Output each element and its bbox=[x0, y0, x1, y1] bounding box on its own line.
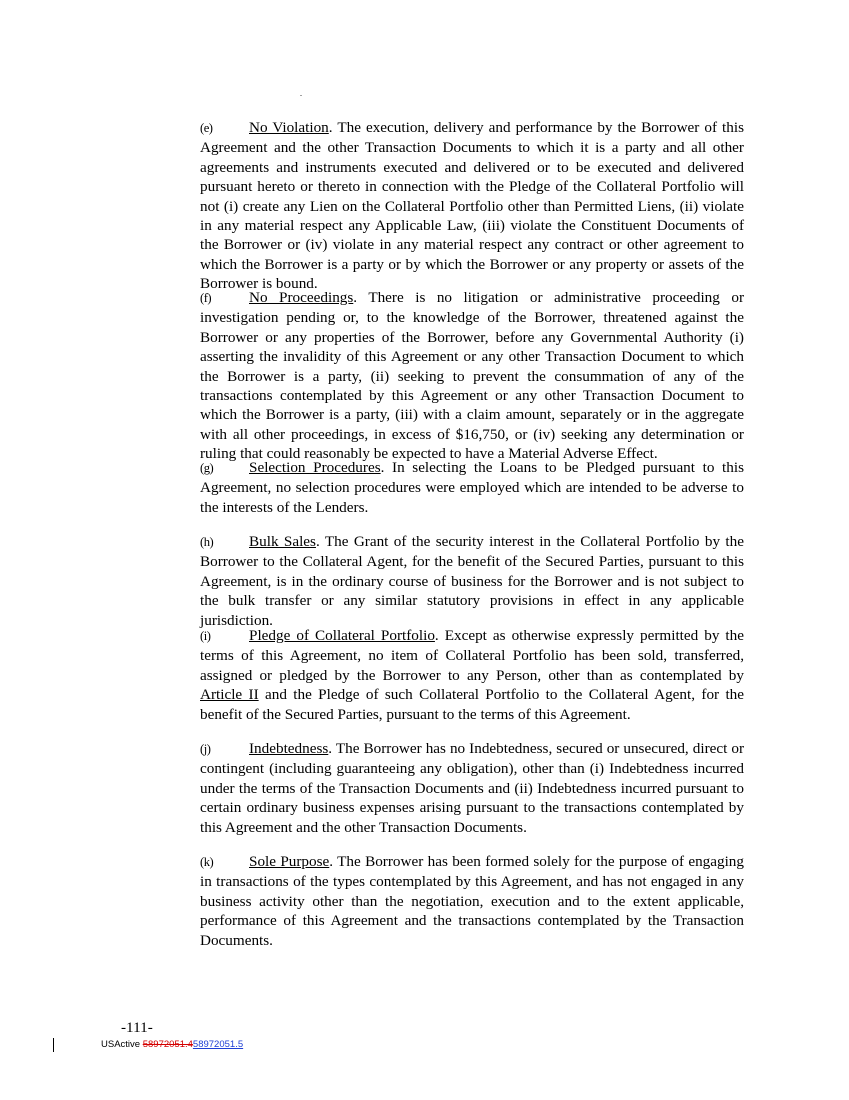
document-id-inserted: 58972051.5 bbox=[192, 1039, 244, 1050]
document-id bbox=[101, 1039, 243, 1050]
clause-number: (f) bbox=[200, 291, 212, 305]
clause-text: . The Borrower has been formed solely for the purpose of engaging in transactions of the types contemplated by this Agreement, and has not engaged in any business activity other than the negotiation, execution and to the extent applicable, performance of this Agreement and the transactions contemplated by the Transaction Documents. bbox=[200, 853, 744, 949]
paragraph-sole-purpose bbox=[101, 852, 744, 950]
document-id-deleted: 58972051.4 bbox=[142, 1039, 193, 1050]
clause-number: (i) bbox=[200, 629, 211, 643]
clause-text: . The execution, delivery and performance by the Borrower of this Agreement and the other Transaction Documents to which it is a party and all other agreements and instruments executed and delivered or to be executed and delivered pursuant hereto or thereto in connection with the Pledge of the Collateral Portfolio will not (i) create any Lien on the Collateral Portfolio other than Permitted Liens, (ii) violate in any material respect any Applicable Law, (iii) violate the Constituent Documents of the Borrower or (iv) violate in any material respect any contract or other agreement to which the Borrower is a party or by which the Borrower or any property or assets of the Borrower is bound. bbox=[200, 119, 744, 293]
page-number: -111- bbox=[121, 1019, 153, 1036]
paragraph-selection-procedures bbox=[101, 458, 744, 517]
clause-heading: No Violation bbox=[249, 119, 329, 136]
clause-number: (h) bbox=[200, 535, 214, 549]
document-id-prefix: USActive bbox=[101, 1039, 143, 1050]
clause-heading: Indebtedness bbox=[249, 740, 329, 757]
clause-number: (e) bbox=[200, 121, 213, 135]
clause-heading: Pledge of Collateral Portfolio bbox=[249, 627, 435, 644]
paragraph-bulk-sales bbox=[101, 532, 744, 630]
paragraph-no-proceedings bbox=[101, 288, 744, 464]
clause-heading: Bulk Sales bbox=[249, 533, 316, 550]
paragraph-pledge-of-collateral-portfolio bbox=[101, 626, 744, 724]
clause-text: . In selecting the Loans to be Pledged pursuant to this Agreement, no selection procedures were employed which are intended to be adverse to the interests of the Lenders. bbox=[200, 459, 744, 516]
clause-text-continued: and the Pledge of such Collateral Portfolio to the Collateral Agent, for the benefit of the Secured Parties, pursuant to the terms of this Agreement. bbox=[200, 686, 745, 723]
paragraph-no-violation bbox=[101, 118, 744, 294]
clause-heading: No Proceedings bbox=[249, 289, 354, 306]
clause-text: . The Grant of the security interest in the Collateral Portfolio by the Borrower to the Collateral Agent, for the benefit of the Secured Parties, pursuant to this Agreement, is in the ordinary course of business for the Borrower and is not subject to the bulk transfer or any similar statutory provisions in effect in any applicable jurisdiction. bbox=[200, 533, 744, 629]
stray-mark: . bbox=[300, 89, 302, 98]
clause-number: (k) bbox=[200, 855, 214, 869]
clause-number: (j) bbox=[200, 742, 211, 756]
clause-number: (g) bbox=[200, 461, 214, 475]
clause-text: . Except as otherwise expressly permitted by the terms of this Agreement, no item of Collateral Portfolio has been sold, transferred, assigned or pledged by the Borrower to any Person, other than as contemplated by bbox=[200, 627, 744, 684]
clause-heading: Sole Purpose bbox=[249, 853, 330, 870]
revision-change-bar bbox=[53, 1038, 54, 1052]
clause-heading: Selection Procedures bbox=[249, 459, 381, 476]
clause-text: . The Borrower has no Indebtedness, secured or unsecured, direct or contingent (including guaranteeing any obligation), other than (i) Indebtedness incurred under the terms of the Transaction Documents and (ii) Indebtedness incurred pursuant to certain ordinary business expenses arising pursuant to the transactions contemplated by this Agreement and the other Transaction Documents. bbox=[200, 740, 744, 836]
clause-text: . There is no litigation or administrative proceeding or investigation pending or, to the knowledge of the Borrower, threatened against the Borrower or any properties of the Borrower, before any Governmental Authority (i) asserting the invalidity of this Agreement or any other Transaction Document to which the Borrower is a party, (ii) seeking to prevent the consummation of any of the transactions contemplated by this Agreement or any other Transaction Document to which the Borrower is a party, (iii) with a claim amount, separately or in the aggregate with all other proceedings, in excess of $16,750, or (iv) seeking any determination or ruling that could reasonably be expected to have a Material Adverse Effect. bbox=[200, 289, 744, 463]
article-reference: Article II bbox=[200, 686, 259, 704]
paragraph-indebtedness bbox=[101, 739, 744, 837]
